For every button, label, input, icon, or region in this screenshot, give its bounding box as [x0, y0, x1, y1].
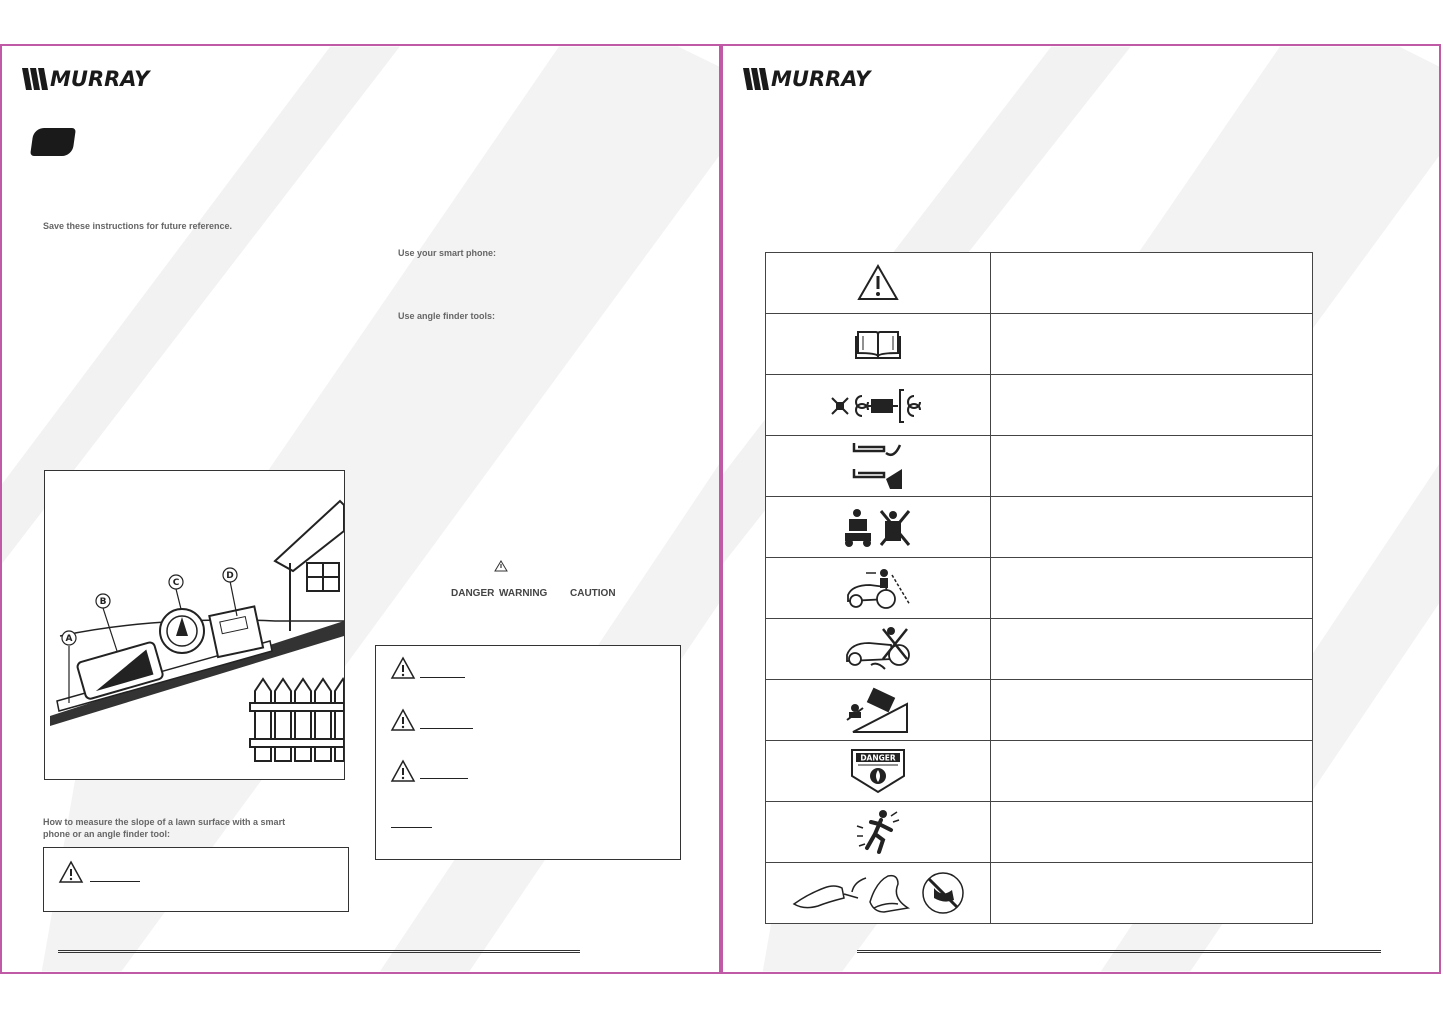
caution-underline [420, 778, 468, 779]
callout-d: D [226, 571, 234, 581]
svg-text:MURRAY: MURRAY [771, 67, 871, 91]
figure-caption-line2: phone or an angle finder tool: [43, 829, 170, 839]
safety-alert-icon [390, 708, 416, 732]
slope-measurement-figure [44, 470, 345, 780]
no-passengers-icon [843, 507, 913, 547]
table-row [766, 619, 1313, 680]
fire-danger-decal-icon [850, 748, 906, 794]
table-row [766, 253, 1313, 314]
footer-rule [857, 950, 1381, 953]
table-row [766, 314, 1313, 375]
table-row [766, 680, 1313, 741]
hand-foot-cut-icon [788, 868, 968, 918]
murray-logo [22, 64, 172, 92]
save-instructions-note: Save these instructions for future reference. [43, 221, 233, 231]
notice-underline [391, 827, 432, 828]
safety-symbols-table [765, 252, 1313, 924]
signal-word-definitions-box [375, 645, 681, 860]
signal-word-underline [90, 881, 140, 882]
rollover-slope-icon [845, 686, 911, 734]
slope-illustration [45, 471, 344, 779]
look-behind-icon [842, 565, 914, 611]
footer-rule [58, 950, 580, 953]
blade-engage-icon [850, 439, 906, 493]
table-row [766, 436, 1313, 497]
svg-text:MURRAY: MURRAY [50, 67, 150, 91]
read-manual-icon [854, 328, 902, 360]
engine-controls-icon [828, 386, 928, 424]
safety-alert-icon [857, 264, 899, 302]
callout-a: A [65, 634, 73, 644]
danger-underline [420, 677, 465, 678]
safety-alert-icon [390, 656, 416, 680]
safety-alert-icon [58, 860, 84, 884]
thrown-objects-icon [855, 808, 901, 856]
table-row [766, 558, 1313, 619]
measure-warning-box [43, 847, 349, 912]
svg-text:DANGER: DANGER [860, 753, 896, 763]
signal-word-warning: WARNING [499, 588, 548, 599]
callout-b: B [99, 597, 107, 607]
table-row [766, 497, 1313, 558]
signal-word-danger: DANGER [451, 588, 495, 599]
figure-caption-line1: How to measure the slope of a lawn surface with a smart [43, 817, 286, 827]
no-children-icon [841, 625, 915, 673]
angle-tool-heading: Use angle finder tools: [398, 311, 496, 321]
section-tab-marker [30, 128, 76, 156]
safety-alert-icon [390, 759, 416, 783]
right-page [721, 44, 1441, 974]
warning-underline [420, 728, 473, 729]
left-page [0, 44, 721, 974]
smartphone-heading: Use your smart phone: [398, 248, 497, 258]
murray-logo [743, 64, 893, 92]
safety-alert-icon [494, 560, 508, 572]
table-row [766, 741, 1313, 802]
callout-c: C [172, 578, 180, 588]
table-row [766, 802, 1313, 863]
signal-word-caution: CAUTION [570, 588, 616, 599]
table-row [766, 863, 1313, 924]
table-row [766, 375, 1313, 436]
